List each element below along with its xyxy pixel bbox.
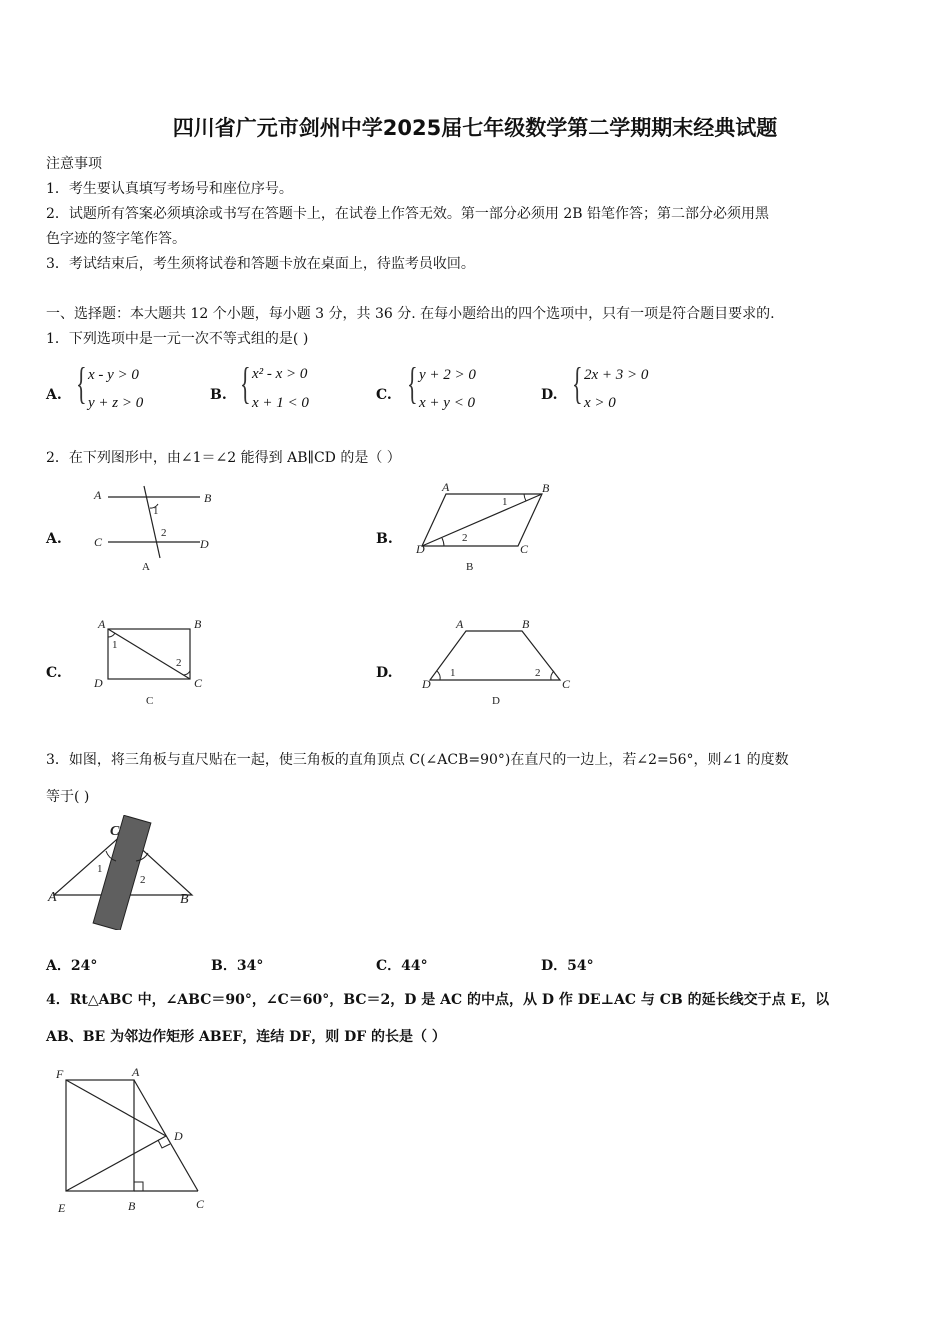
notice-heading: 注意事项 [46,156,102,172]
q3-label-a: A [48,890,57,905]
fig-a-angle-1: 1 [153,505,159,517]
q3-option-a[interactable]: A．24° [46,958,98,974]
question-4-stem-line1: 4．Rt△ABC 中，∠ABC＝90°，∠C＝60°，BC＝2，D 是 AC 的中点，从 D 作 DE⊥AC 与 CB 的延长线交于点 E，以 [46,992,830,1008]
fig-d-label-d: D [422,677,431,691]
q2-figure-b [412,478,562,574]
fig-a-label-a: A [94,488,102,502]
question-3-stem-line1: 3．如图，将三角板与直尺贴在一起，使三角板的直角顶点 C(∠ACB=90°)在直尺的一边上，若∠2=56°，则∠1 的度数 [46,752,789,768]
q3-option-c[interactable]: C．44° [376,958,428,974]
q1-option-d-label[interactable]: D. [541,387,558,403]
q2-option-a-label[interactable]: A. [46,531,62,547]
q2-option-c-label[interactable]: C. [46,665,62,681]
fig-c-caption: C [146,695,154,707]
fig-a-label-c: C [94,535,103,549]
q1-option-d-line1: 2x + 3 > 0 [584,367,649,383]
q1-option-b-line2: x + 1 < 0 [252,395,309,411]
q1-brace-b: { [240,359,251,408]
fig-c-label-a: A [98,617,106,631]
q1-option-c-label[interactable]: C. [376,387,392,403]
q4-label-a: A [132,1065,140,1079]
q4-label-d: D [174,1129,183,1143]
q1-option-b-label[interactable]: B. [210,387,227,403]
fig-b-angle-2: 2 [462,532,468,544]
q4-figure [46,1062,226,1222]
fig-d-caption: D [492,695,500,707]
q1-option-c-line1: y + 2 > 0 [419,367,476,383]
q4-label-e: E [58,1201,66,1215]
fig-b-angle-1: 1 [502,496,508,508]
fig-d-angle-1: 1 [450,667,456,679]
fig-b-label-a: A [442,480,450,494]
fig-c-angle-2: 2 [176,657,182,669]
fig-a-caption: A [142,561,150,573]
q1-option-b-line1: x² - x > 0 [252,366,308,382]
fig-d-angle-2: 2 [535,667,541,679]
q3-angle-2: 2 [140,874,146,886]
fig-b-label-c: C [520,542,529,556]
q2-option-d-label[interactable]: D. [376,665,393,681]
fig-b-label-b: B [542,481,550,495]
question-1-stem: 1．下列选项中是一元一次不等式组的是( ) [46,331,309,347]
fig-c-label-b: B [194,617,202,631]
question-3-stem-line2: 等于( ) [46,789,90,805]
notice-item: 2．试题所有答案必须填涂或书写在答题卡上，在试卷上作答无效。第一部分必须用 2B 铅笔作答；第二部分必须用黑 [46,206,769,222]
q3-label-b: B [180,892,189,907]
notice-item: 色字迹的签字笔作答。 [46,231,186,247]
fig-a-angle-2: 2 [161,527,167,539]
q1-option-a-line1: x - y > 0 [88,367,139,383]
q1-option-c-line2: x + y < 0 [419,395,476,411]
fig-c-label-c: C [194,676,203,690]
fig-d-label-b: B [522,617,530,631]
q2-figure-c [88,614,218,710]
q2-figure-a [88,482,228,574]
q1-brace-a: { [76,359,87,408]
q1-option-a-line2: y + z > 0 [88,395,144,411]
q3-option-d[interactable]: D．54° [541,958,594,974]
q2-option-b-label[interactable]: B. [376,531,393,547]
q1-option-a-label[interactable]: A. [46,387,62,403]
fig-d-label-c: C [562,677,571,691]
q1-option-d-line2: x > 0 [584,395,616,411]
question-2-stem: 2．在下列图形中，由∠1＝∠2 能得到 AB∥CD 的是（ ） [46,450,401,466]
q1-brace-c: { [407,359,418,408]
notice-item: 1．考生要认真填写考场号和座位序号。 [46,181,293,197]
q4-label-c: C [196,1197,205,1211]
q4-label-b: B [128,1199,136,1213]
q3-figure [44,815,204,930]
q3-option-b[interactable]: B．34° [211,958,264,974]
page-title: 四川省广元市剑州中学2025届七年级数学第二学期期末经典试题 [172,116,778,140]
section-heading: 一、选择题：本大题共 12 个小题，每小题 3 分，共 36 分. 在每小题给出的四个选项中，只有一项是符合题目要求的. [46,306,775,322]
question-4-stem-line2: AB、BE 为邻边作矩形 ABEF，连结 DF，则 DF 的长是（ ） [46,1029,446,1045]
fig-a-label-b: B [204,491,212,505]
fig-c-label-d: D [94,676,103,690]
fig-a-label-d: D [200,537,209,551]
fig-b-label-d: D [416,542,425,556]
q2-figure-d [418,614,578,710]
fig-c-angle-1: 1 [112,639,118,651]
fig-d-label-a: A [456,617,464,631]
fig-b-caption: B [466,561,474,573]
notice-item: 3．考试结束后，考生须将试卷和答题卡放在桌面上，待监考员收回。 [46,256,475,272]
q3-label-c: C [110,824,120,839]
q1-brace-d: { [572,359,583,408]
q3-angle-1: 1 [97,863,103,875]
q4-label-f: F [56,1067,64,1081]
